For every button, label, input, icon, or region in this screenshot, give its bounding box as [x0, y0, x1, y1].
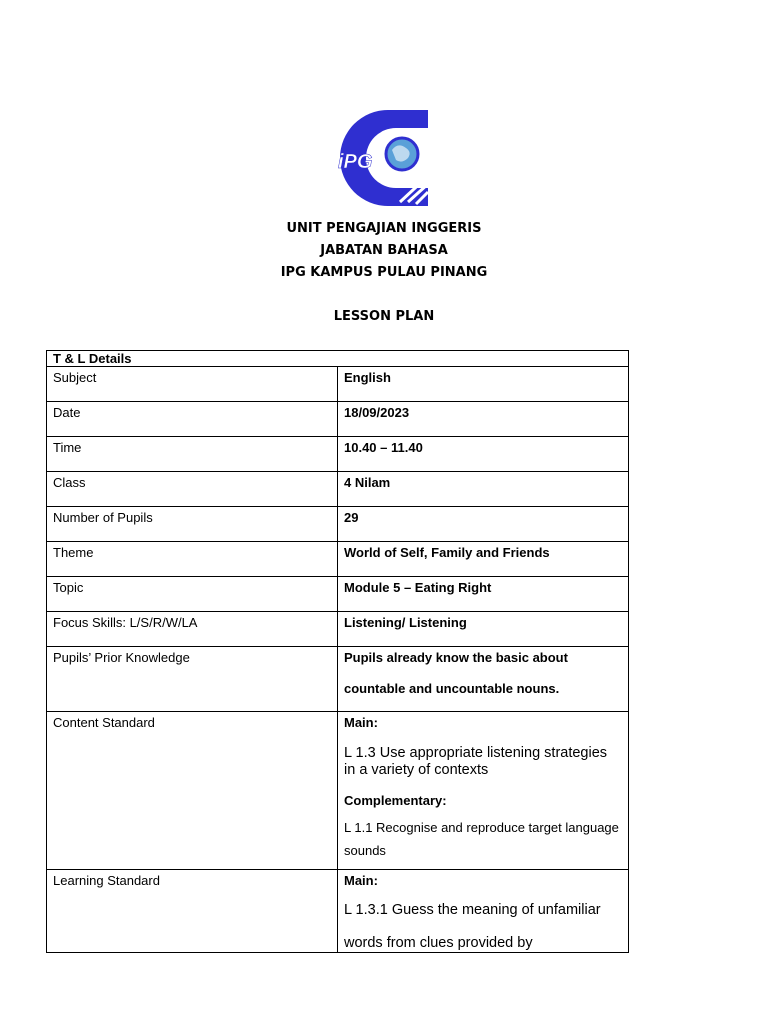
learning-line-1: L 1.3.1 Guess the meaning of unfamiliar	[344, 902, 601, 918]
row-label: Time	[47, 437, 338, 472]
table-row	[47, 472, 629, 507]
row-label: Subject	[47, 367, 338, 402]
row-value: English	[338, 367, 629, 402]
row-label: Pupils’ Prior Knowledge	[47, 647, 338, 712]
section-title: T & L Details	[47, 351, 629, 367]
content-main-label: Main:	[344, 715, 378, 730]
row-value	[338, 870, 629, 953]
content-standard-row	[47, 712, 629, 870]
table-row	[47, 577, 629, 612]
prior-knowledge-line-2: countable and uncountable nouns.	[344, 681, 560, 696]
table-header-row	[47, 351, 629, 367]
row-value: 18/09/2023	[338, 402, 629, 437]
row-label: Content Standard	[47, 712, 338, 870]
row-label: Topic	[47, 577, 338, 612]
content-complementary-label: Complementary:	[344, 793, 447, 808]
row-value: Module 5 – Eating Right	[338, 577, 629, 612]
content-main-text: L 1.3 Use appropriate listening strategies in a variety of contexts	[344, 745, 608, 778]
campus-heading: IPG KAMPUS PULAU PINANG	[280, 265, 488, 280]
row-label: Theme	[47, 542, 338, 577]
table-row	[47, 507, 629, 542]
table-row	[47, 402, 629, 437]
learning-standard-row	[47, 870, 629, 953]
learning-line-2: words from clues provided by	[344, 935, 533, 951]
row-label: Number of Pupils	[47, 507, 338, 542]
table-row	[47, 367, 629, 402]
prior-knowledge-row	[47, 647, 629, 712]
row-label: Date	[47, 402, 338, 437]
lesson-plan-table	[46, 350, 629, 953]
prior-knowledge-line-1: Pupils already know the basic about	[344, 650, 568, 665]
row-label: Class	[47, 472, 338, 507]
row-value: 4 Nilam	[338, 472, 629, 507]
department-heading: JABATAN BAHASA	[320, 243, 448, 258]
row-value: World of Self, Family and Friends	[338, 542, 629, 577]
row-label: Focus Skills: L/S/R/W/LA	[47, 612, 338, 647]
table-row	[47, 612, 629, 647]
learning-main-label: Main:	[344, 873, 378, 888]
row-value	[338, 712, 629, 870]
row-label: Learning Standard	[47, 870, 338, 953]
table-row	[47, 542, 629, 577]
row-value: 29	[338, 507, 629, 542]
content-complementary-text: L 1.1 Recognise and reproduce target language sounds	[344, 820, 619, 858]
logo-text: iPG	[338, 151, 373, 173]
document-title: LESSON PLAN	[333, 309, 435, 324]
table-row	[47, 437, 629, 472]
unit-heading: UNIT PENGAJIAN INGGERIS	[286, 221, 482, 236]
row-value	[338, 647, 629, 712]
row-value: Listening/ Listening	[338, 612, 629, 647]
row-value: 10.40 – 11.40	[338, 437, 629, 472]
ipg-logo	[336, 106, 432, 210]
